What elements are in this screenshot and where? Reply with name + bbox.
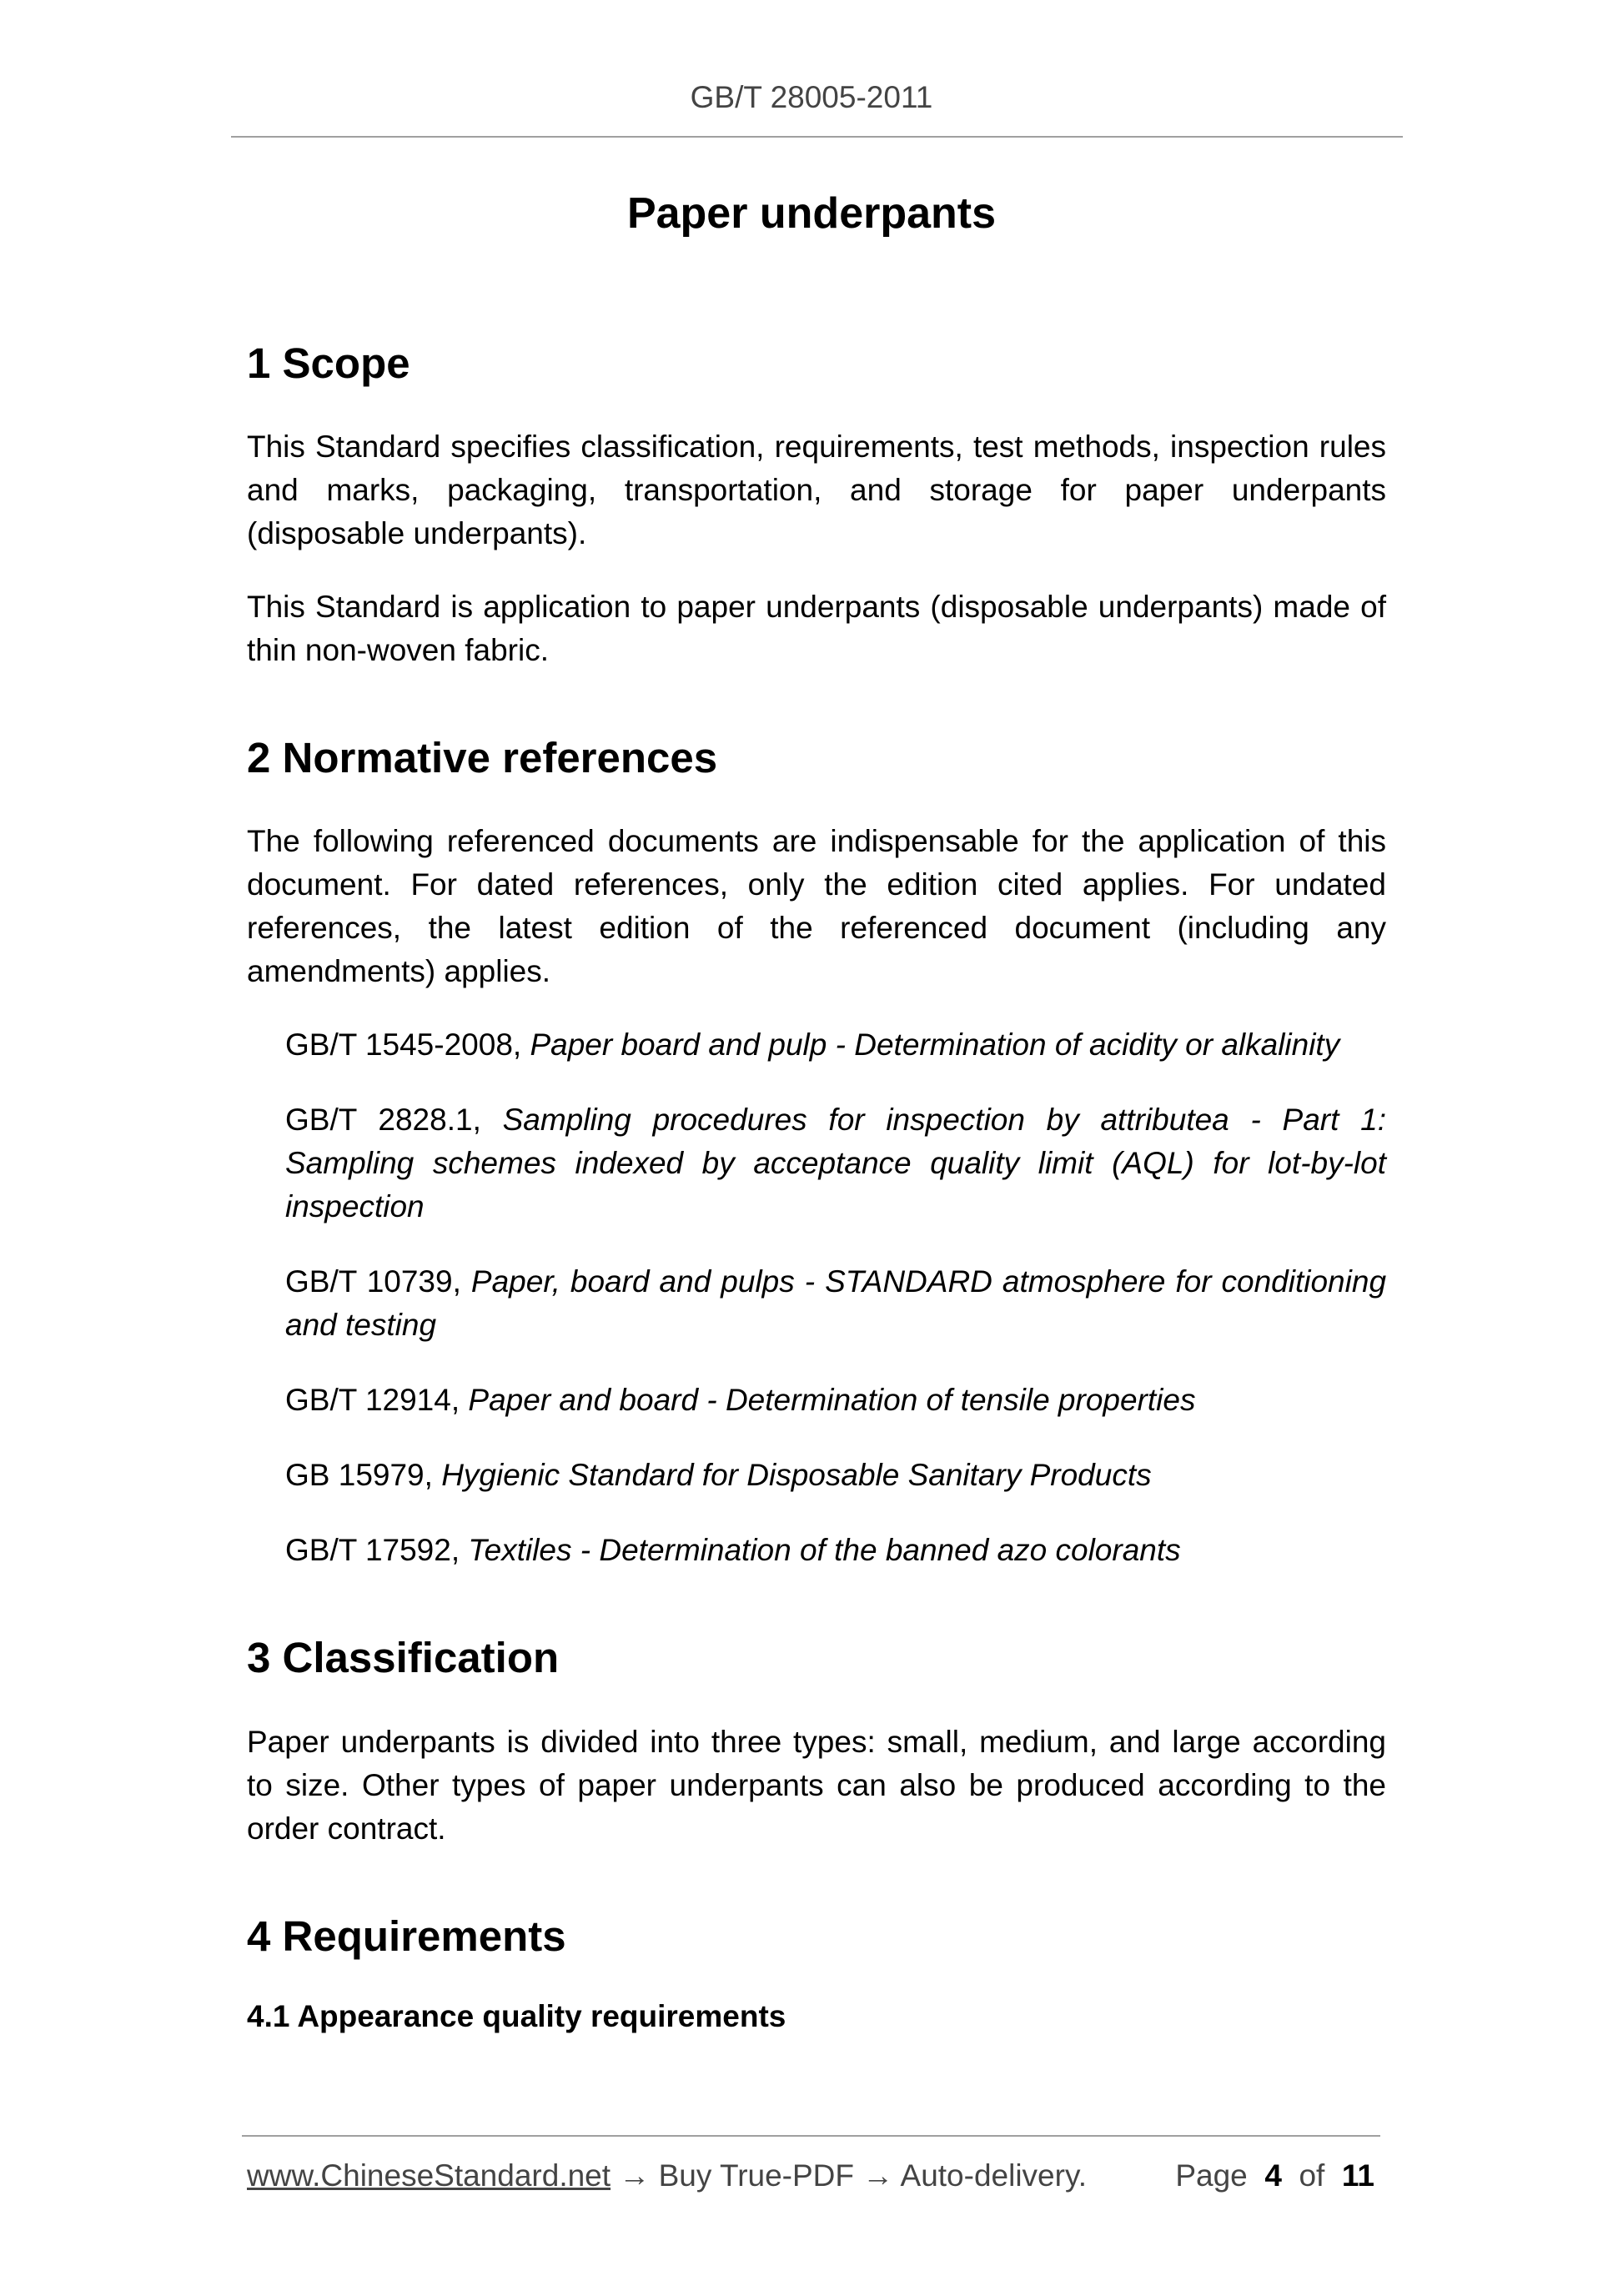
footer-tagline: → Buy True-PDF → Auto-delivery.	[611, 2158, 1087, 2193]
reference-title: Sampling procedures for inspection by attributea - Part 1: Sampling schemes indexed by acceptance quality limit (AQL) for lot-by-lot inspection	[285, 1103, 1386, 1224]
section-heading-classification: 3 Classification	[247, 1634, 560, 1682]
website-link[interactable]: www.ChineseStandard.net	[247, 2158, 611, 2193]
page-number	[1175, 2158, 1374, 2193]
page-of: of	[1299, 2158, 1325, 2193]
document-body	[247, 338, 1386, 2035]
reference-title: Hygienic Standard for Disposable Sanitary Products	[441, 1458, 1152, 1493]
header-divider	[231, 136, 1403, 138]
document-title: Paper underpants	[626, 189, 997, 238]
reference-code: GB/T 1545-2008,	[285, 1027, 522, 1063]
section-heading-requirements: 4 Requirements	[247, 1912, 566, 1960]
scope-paragraph-2: This Standard is application to paper underpants (disposable underpants) made of thin non-woven fabric.	[247, 590, 1386, 668]
subsection-heading-appearance: 4.1 Appearance quality requirements	[247, 1998, 786, 2033]
reference-title: Paper, board and pulps - STANDARD atmosphere for conditioning and testing	[285, 1264, 1387, 1343]
section-heading-normative-references: 2 Normative references	[247, 734, 718, 782]
footer-divider	[242, 2135, 1380, 2137]
reference-item	[285, 1379, 1386, 1422]
reference-title: Paper and board - Determination of tensile properties	[468, 1383, 1196, 1418]
page-current: 4	[1264, 2158, 1282, 2193]
page-total: 11	[1341, 2158, 1374, 2193]
reference-item	[285, 1023, 1386, 1067]
reference-item	[285, 1529, 1386, 1572]
reference-item	[285, 1098, 1386, 1228]
running-header-code: GB/T 28005-2011	[690, 80, 933, 114]
reference-code: GB 15979,	[285, 1458, 433, 1493]
reference-item	[285, 1260, 1386, 1347]
reference-item	[285, 1454, 1386, 1497]
classification-paragraph: Paper underpants is divided into three types: small, medium, and large according to size. Other types of paper underpants can also be produced according to the order contract.	[247, 1724, 1386, 1846]
reference-code: GB/T 12914,	[285, 1383, 460, 1418]
references-intro: The following referenced documents are indispensable for the application of this document. For dated references, only the edition cited applies. For undated references, the latest edition of the referenced document (including any amendments) applies.	[247, 824, 1386, 989]
scope-paragraph-1: This Standard specifies classification, requirements, test methods, inspection rules and marks, packaging, transportation, and storage for paper underpants (disposable underpants).	[247, 430, 1386, 551]
reference-code: GB/T 17592,	[285, 1533, 460, 1568]
reference-code: GB/T 10739,	[285, 1264, 461, 1299]
page-label: Page	[1175, 2158, 1248, 2193]
page-footer	[247, 2158, 1386, 2193]
reference-title: Textiles - Determination of the banned azo colorants	[468, 1533, 1181, 1568]
section-heading-scope: 1 Scope	[247, 339, 410, 387]
reference-title: Paper board and pulp - Determination of acidity or alkalinity	[530, 1027, 1340, 1063]
reference-code: GB/T 2828.1,	[285, 1103, 481, 1138]
